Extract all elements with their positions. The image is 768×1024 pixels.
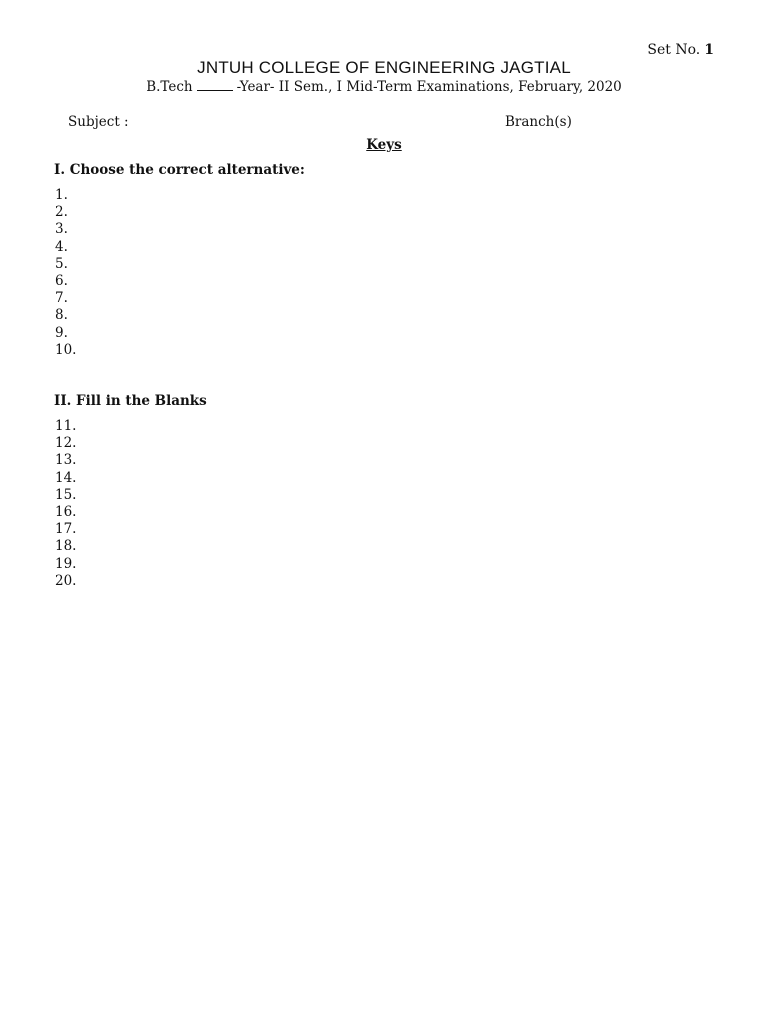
exam-suffix: -Year- II Sem., I Mid-Term Examinations, February, 2020: [236, 79, 622, 95]
choose-answer-list: [55, 187, 76, 359]
list-item: 9.: [55, 324, 68, 341]
section-choose-title: I. Choose the correct alternative:: [54, 162, 305, 178]
list-item: 16.: [55, 503, 77, 520]
list-item: 19.: [55, 555, 77, 572]
section-fill-blanks-title: II. Fill in the Blanks: [54, 393, 207, 409]
list-item: 18.: [55, 538, 77, 555]
list-item: 13.: [55, 452, 77, 469]
list-item: 8.: [55, 307, 68, 324]
list-item: 6.: [55, 272, 68, 289]
list-item: 2.: [55, 204, 68, 221]
keys-heading: Keys: [366, 137, 402, 153]
list-item: 3.: [55, 221, 68, 238]
list-item: 12.: [55, 435, 77, 452]
list-item: 14.: [55, 469, 77, 486]
set-number: [647, 42, 714, 58]
college-title: JNTUH COLLEGE OF ENGINEERING JAGTIAL: [197, 58, 571, 77]
list-item: 5.: [55, 255, 68, 272]
exam-line: [0, 79, 768, 95]
list-item: 20.: [55, 572, 77, 589]
list-item: 17.: [55, 521, 77, 538]
fill-blanks-answer-list: [55, 418, 76, 590]
set-number-label: Set No.: [647, 42, 701, 58]
list-item: 15.: [55, 486, 77, 503]
year-blank: [197, 90, 233, 91]
set-number-value: 1: [704, 42, 714, 58]
branch-label: Branch(s): [505, 114, 572, 130]
subject-label: Subject :: [68, 114, 129, 130]
list-item: 1.: [55, 187, 68, 203]
exam-prefix: B.Tech: [146, 79, 193, 95]
list-item: 7.: [55, 290, 68, 307]
list-item: 4.: [55, 238, 68, 255]
list-item: 11.: [55, 418, 77, 434]
list-item: 10.: [55, 341, 77, 358]
